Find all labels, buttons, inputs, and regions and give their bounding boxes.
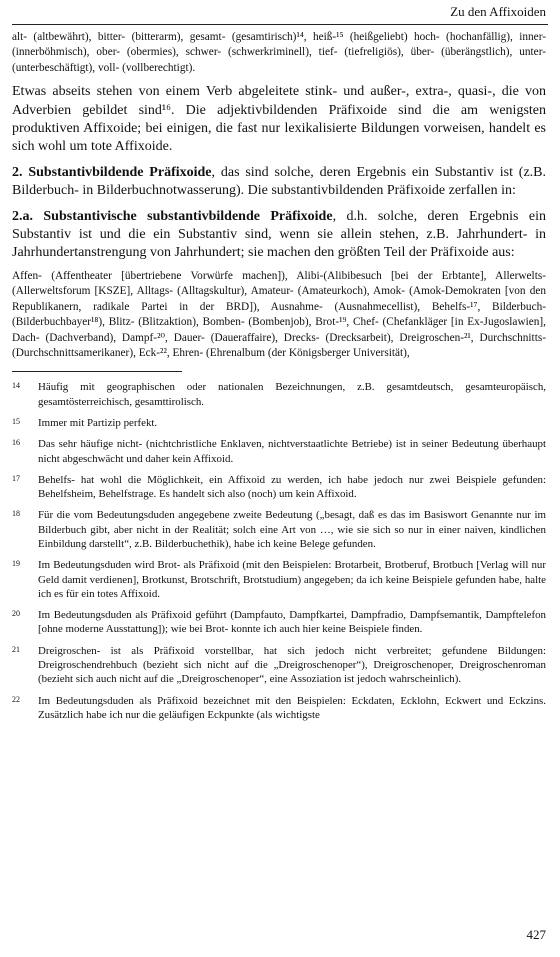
footnote-text: Dreigroschen- ist als Präfixoid vorstellbar, hat sich jedoch nicht verbreitet; gefundene Bildungen: Dreigroschendrehbuch (bezieht sich nicht auf die „Dreigroschenoper“), Dreigroschenoper, Dreigroschenroman (bezieht sich auch nicht auf die „Dreigroschenoper“, eine Assoziation ist jedoch wahrscheinlich).: [38, 644, 546, 686]
paragraph-section-2: [12, 164, 546, 201]
footnote: [12, 694, 546, 723]
footnote-number: 22: [12, 694, 20, 704]
footnote-number: 16: [12, 438, 20, 448]
footnote: [12, 416, 546, 430]
footnote-text: Im Bedeutungsduden als Präfixoid geführt (Dampfauto, Dampfkartei, Dampfradio, Dampfsemantik, Dampftelefon [ohne moderne Ausstattung]); wie bei Brot- konnte ich auch hier keine Beispiele finden.: [38, 609, 546, 636]
footnote: [12, 473, 546, 502]
running-header: Zu den Affixoiden: [450, 4, 546, 19]
footnote-text: Das sehr häufige nicht- (nichtchristliche Enklaven, nichtverstaatlichte Betriebe) ist in seiner Bedeutung überhaupt nicht abgeschwächt und daher kein Affixoid.: [38, 438, 546, 465]
footnote: [12, 608, 546, 637]
section-2a-text: , d.h. solche, deren Ergebnis ein Substantiv ist und die ein Substantiv sind, wenn sie allein stehen, z.B. Jahrhundert- in Jahrhundertanstrengung von Jahrhundert; sie machen den größten Teil der Präfixoide aus:: [12, 208, 546, 261]
footnote-number: 14: [12, 381, 20, 391]
footnote-text: Im Bedeutungsduden wird Brot- als Präfixoid (mit den Beispielen: Brotarbeit, Brotberuf, Brotbuch [Verlag will nur Geld damit verdienen], Brotkunst, Brotschrift, Brotstudium) angegeben; da ich keine Beispiele gefunden habe, halte ich es für ein totes Affixoid.: [38, 559, 546, 600]
footnote-text: Immer mit Partizip perfekt.: [38, 416, 158, 429]
footnote-number: 21: [12, 644, 20, 654]
paragraph-adjective-summary: Etwas abseits stehen von einem Verb abgeleitete stink- und außer-, extra-, quasi-, die von Adverbien gebildet sind¹⁶. Die adjektivbildenden Präfixoide sind die am wenigsten produktiven Affixoide; bei einigen, die fast nur lexikalisierte Bildungen vorweisen, handelt es sich wohl um tote Affixoide.: [12, 84, 546, 155]
footnotes: [12, 380, 546, 722]
footnote-number: 20: [12, 609, 20, 619]
paragraph-noun-prefixoid-list: Affen- (Affentheater [übertriebene Vorwürfe machen]), Alibi-(Alibibesuch [bei der Erbtante], Allerwelts- (Allerweltsforum [KSZE], Alltags- (Alltagskultur), Amateur- (Amateurkoch), Amok- (Amok-Demokraten [von den Republikanern, radikale Partei in der BRD]), Ausnahme- (Ausnahmecellist), Behelfs-¹⁷, Bilderbuch- (Bilderbuchbayer¹⁸), Blitz- (Blitzaktion), Bomben- (Bombenjob), Brot-¹⁹, Chef- (Chefankläger [in Ex-Jugoslawien], Dach- (Dachverband), Dampf-²⁰, Dauer- (Daueraffaire), Drecks- (Drecksarbeit), Dreigroschen-²¹, Durchschnitts- (Durchschnittsamerikaner), Eck-²², Ehren- (Ehrenalbum (der Königsberger Universität),: [12, 269, 546, 359]
paragraph-adjective-prefixoid-list: alt- (altbewährt), bitter- (bitterarm), gesamt- (gesamtirisch)¹⁴, heiß-¹⁵ (heißgeliebt) hoch- (hochanfällig), inner- (innerböhmisch), ober- (obermies), schwer- (schwerkriminell), tief- (tiefreligiös), über- (überängstlich), unter- (unterbeschäftigt), voll- (vollberechtigt).: [12, 31, 546, 74]
footnote: [12, 644, 546, 687]
footnote-text: Im Bedeutungsduden als Präfixoid bezeichnet mit den Beispielen: Eckdaten, Ecklohn, Eckwert und Eckzins. Zusätzlich habe ich nur die geläufigen Eckpunkte (als wichtigste: [38, 694, 546, 721]
page-body: [12, 30, 546, 729]
footnote: [12, 558, 546, 601]
section-heading-2a: 2.a. Substantivische substantivbildende Präfixoide: [12, 208, 333, 224]
footnote: [12, 508, 546, 551]
paragraph-section-2a: [12, 208, 546, 263]
footnote-text: Behelfs- hat wohl die Möglichkeit, ein Affixoid zu werden, ich habe jedoch nur zwei Beispiele gefunden: Behelfsheim, Behelfstrage. Es handelt sich also (noch) um kein Affixoid.: [38, 473, 546, 501]
footnote: [12, 380, 546, 409]
footnote: [12, 437, 546, 466]
footnote-number: 18: [12, 509, 20, 519]
section-2-text: , das sind solche, deren Ergebnis ein Substantiv ist (z.B. Bilderbuch- in Bilderbuchnotwasserung). Die substantivbildenden Präfixoide zerfallen in:: [12, 164, 547, 199]
footnote-separator: [12, 371, 182, 372]
header-rule: [12, 24, 548, 25]
footnote-text: Häufig mit geographischen oder nationalen Bezeichnungen, z.B. gesamtdeutsch, gesamteuropäisch, gesamtösterreichisch, gesamttirolisch.: [38, 381, 546, 408]
footnote-number: 15: [12, 416, 20, 426]
page-number: 427: [526, 927, 546, 942]
footnote-text: Für die vom Bedeutungsduden angegebene zweite Bedeutung („besagt, daß es das im Basiswort Genannte nur im Bilderbuch gibt, aber nicht in der Realität; solch eine Art von …, wie sie sich so nur in einer naiven, kindlichen Einbildung darstellt“, z.B. Bilderbuchethik), habe ich keine Belege gefunden.: [38, 509, 546, 550]
footnote-number: 19: [12, 559, 20, 569]
footnote-number: 17: [12, 473, 20, 483]
section-heading-2: 2. Substantivbildende Präfixoide: [12, 164, 212, 180]
